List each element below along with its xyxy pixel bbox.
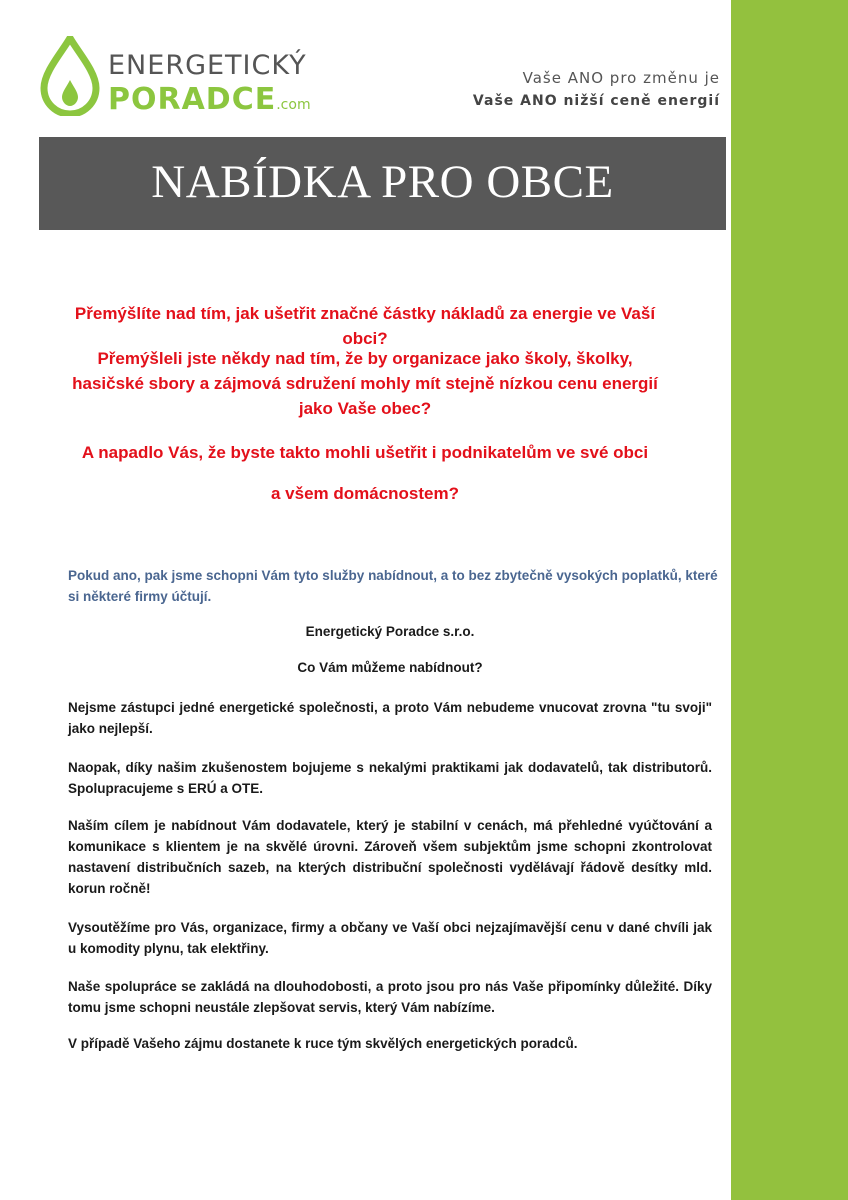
title-banner <box>39 137 726 230</box>
intro-text: Pokud ano, pak jsme schopni Vám tyto služby nabídnout, a to bez zbytečně vysokých poplatků, které si některé firmy účtují. <box>68 568 718 604</box>
logo-text-suffix: .com <box>276 97 311 113</box>
paragraph-3: Naším cílem je nabídnout Vám dodavatele, který je stabilní v cenách, má přehledné vyúčtování a komunikace s klientem je na skvělé úrovni. Zároveň všem subjektům jsme schopni zkontrolovat nastavení distribučních sazeb, na kterých distribuční společnosti vydělávají řádově desítky mld. korun ročně! <box>68 818 712 896</box>
company-name: Energetický Poradce s.r.o. <box>305 624 475 639</box>
drop-logo-icon <box>40 36 100 116</box>
question-1: Přemýšlíte nad tím, jak ušetřit značné částky nákladů za energie ve Vaší obci? <box>74 304 656 348</box>
offer-subheading: Co Vám můžeme nabídnout? <box>297 660 483 675</box>
side-accent-bar <box>731 0 848 1200</box>
question-3: A napadlo Vás, že byste takto mohli ušetřit i podnikatelům ve své obci <box>81 443 649 462</box>
paragraph-1: Nejsme zástupci jedné energetické společnosti, a proto Vám nebudeme vnucovat zrovna "tu svoji" jako nejlepší. <box>68 700 712 736</box>
company-logo <box>40 36 311 126</box>
paragraph-4: Vysoutěžíme pro Vás, organizace, firmy a občany ve Vaší obci nejzajímavější cenu v dané chvíli jak u komodity plynu, tak elektřiny. <box>68 920 712 956</box>
page-title: NABÍDKA PRO OBCE <box>151 156 614 208</box>
question-2: Přemýšleli jste někdy nad tím, že by organizace jako školy, školky, hasičské sbory a zájmová sdružení mohly mít stejně nízkou cenu energií jako Vaše obec? <box>72 349 658 418</box>
logo-text-poradce-main: PORADCE <box>108 82 277 117</box>
logo-text-energeticky: ENERGETICKÝ <box>108 50 307 81</box>
paragraph-2: Naopak, díky našim zkušenostem bojujeme s nekalými praktikami jak dodavatelů, tak distributorů. Spolupracujeme s ERÚ a OTE. <box>68 760 712 796</box>
tagline-line-2: Vaše ANO nižší ceně energií <box>472 93 720 109</box>
paragraph-5: Naše spolupráce se zakládá na dlouhodobosti, a proto jsou pro nás Vaše připomínky důležité. Díky tomu jsme schopni neustále zlepšovat servis, který Vám nabízíme. <box>68 979 712 1015</box>
tagline-line-1: Vaše ANO pro změnu je <box>522 69 720 87</box>
question-4: a všem domácnostem? <box>270 484 459 503</box>
logo-text-poradce <box>108 82 311 117</box>
paragraph-6: V případě Vašeho zájmu dostanete k ruce tým skvělých energetických poradců. <box>68 1036 578 1051</box>
